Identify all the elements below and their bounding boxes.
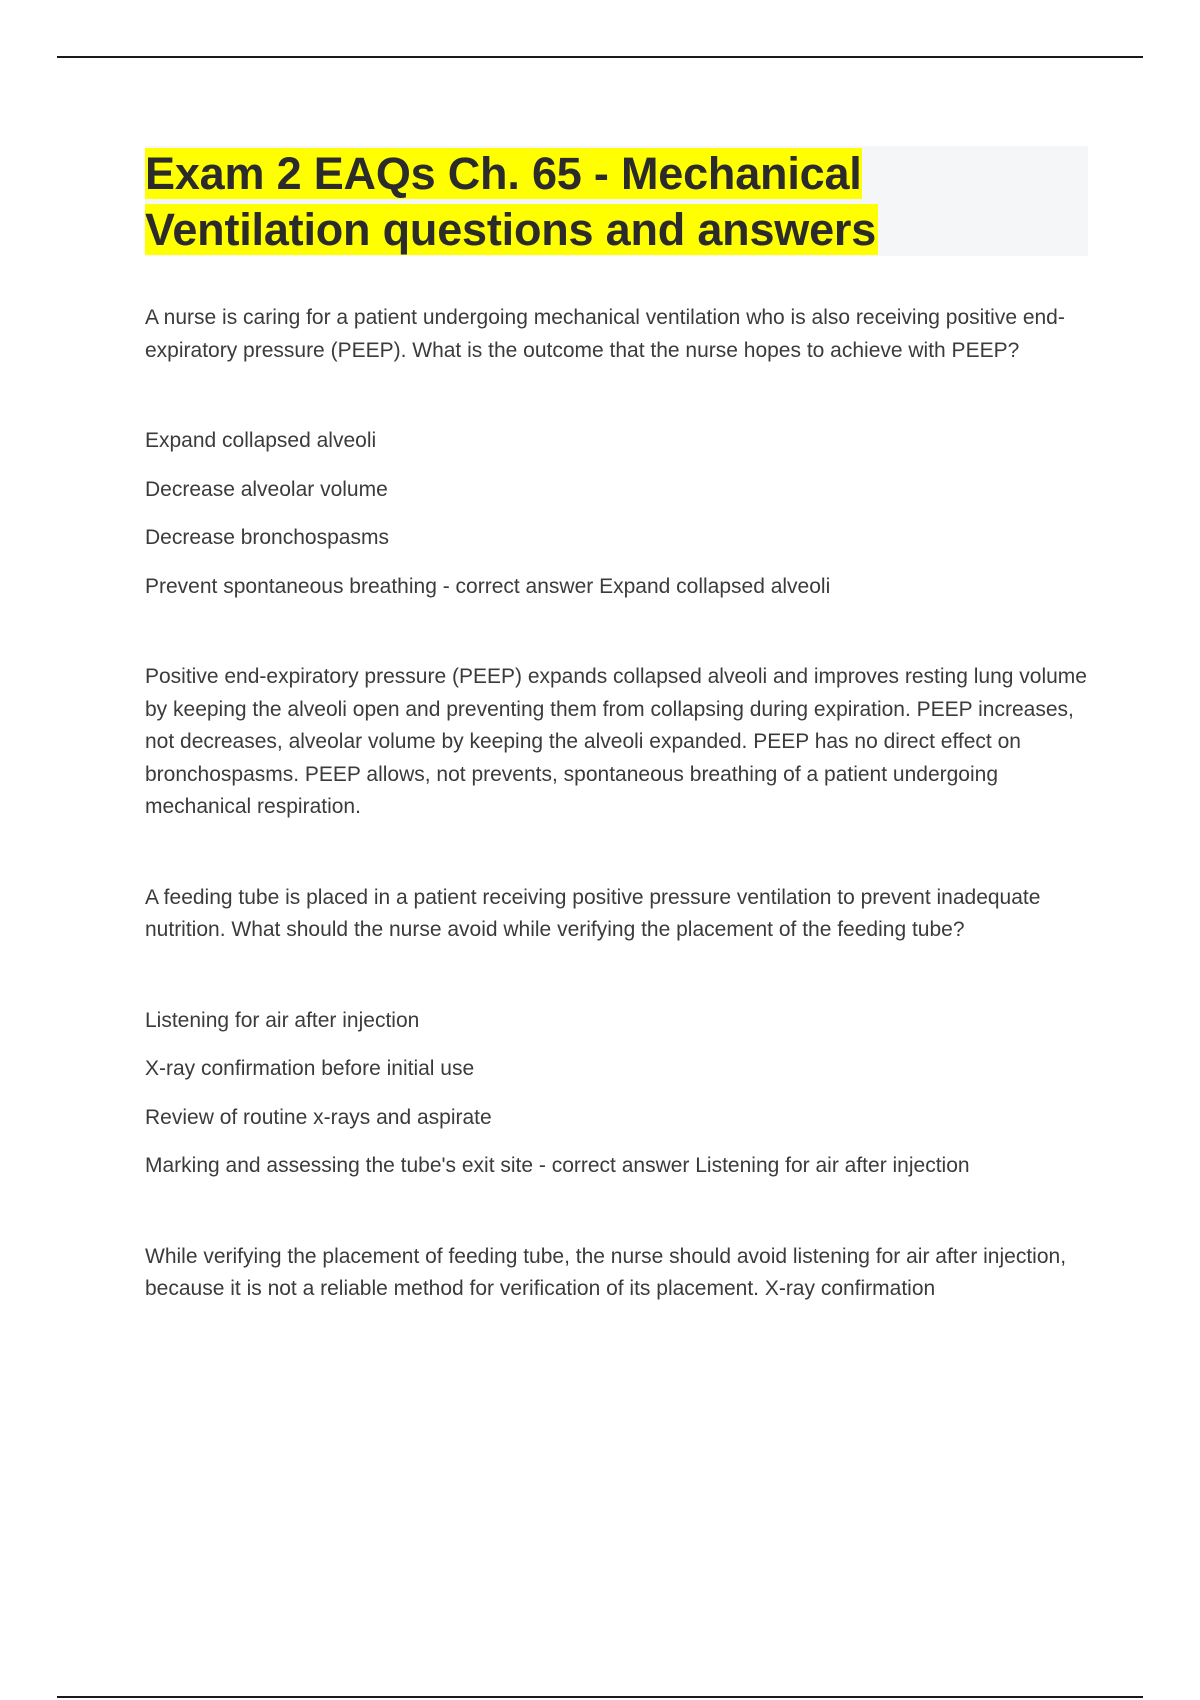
title-block — [145, 146, 1088, 256]
question-2-option-2: X-ray confirmation before initial use — [145, 1057, 475, 1080]
question-1: A nurse is caring for a patient undergoing mechanical ventilation who is also receiving positive end-expiratory pressure (PEEP). What is the outcome that the nurse hopes to achieve with PEEP? — [145, 306, 1065, 362]
question-1-option-4: Prevent spontaneous breathing - correct answer Expand collapsed alveoli — [145, 574, 831, 598]
question-1-option-3: Decrease bronchospasms — [145, 526, 389, 549]
question-1-explanation: Positive end-expiratory pressure (PEEP) expands collapsed alveoli and improves resting lung volume by keeping the alveoli open and preventing them from collapsing during expiration. PEEP increases, not decreases, alveolar volume by keeping the alveoli expanded. PEEP has no direct effect on bronchospasms. PEEP allows, not prevents, spontaneous breathing of a patient undergoing mechanical respiration. — [145, 665, 1087, 818]
question-2-option-1: Listening for air after injection — [145, 1008, 420, 1032]
footer-rule — [57, 1696, 1143, 1698]
document-title-text: Exam 2 EAQs Ch. 65 - Mechanical Ventilation questions and answers — [145, 148, 877, 255]
question-2-explanation: While verifying the placement of feeding tube, the nurse should avoid listening for air after injection, because it is not a reliable method for verification of its placement. X-ray confirmation — [145, 1244, 1067, 1300]
question-1-option-2: Decrease alveolar volume — [145, 477, 388, 501]
question-2: A feeding tube is placed in a patient receiving positive pressure ventilation to prevent inadequate nutrition. What should the nurse avoid while verifying the placement of the feeding tube? — [145, 885, 1041, 941]
question-1-option-1: Expand collapsed alveoli — [145, 429, 377, 452]
header-rule — [57, 56, 1143, 58]
question-2-option-3: Review of routine x-rays and aspirate — [145, 1105, 492, 1129]
document-body — [145, 302, 1095, 1364]
question-2-option-4: Marking and assessing the tube's exit site - correct answer Listening for air after injection — [145, 1154, 970, 1177]
document-title — [145, 146, 1088, 258]
